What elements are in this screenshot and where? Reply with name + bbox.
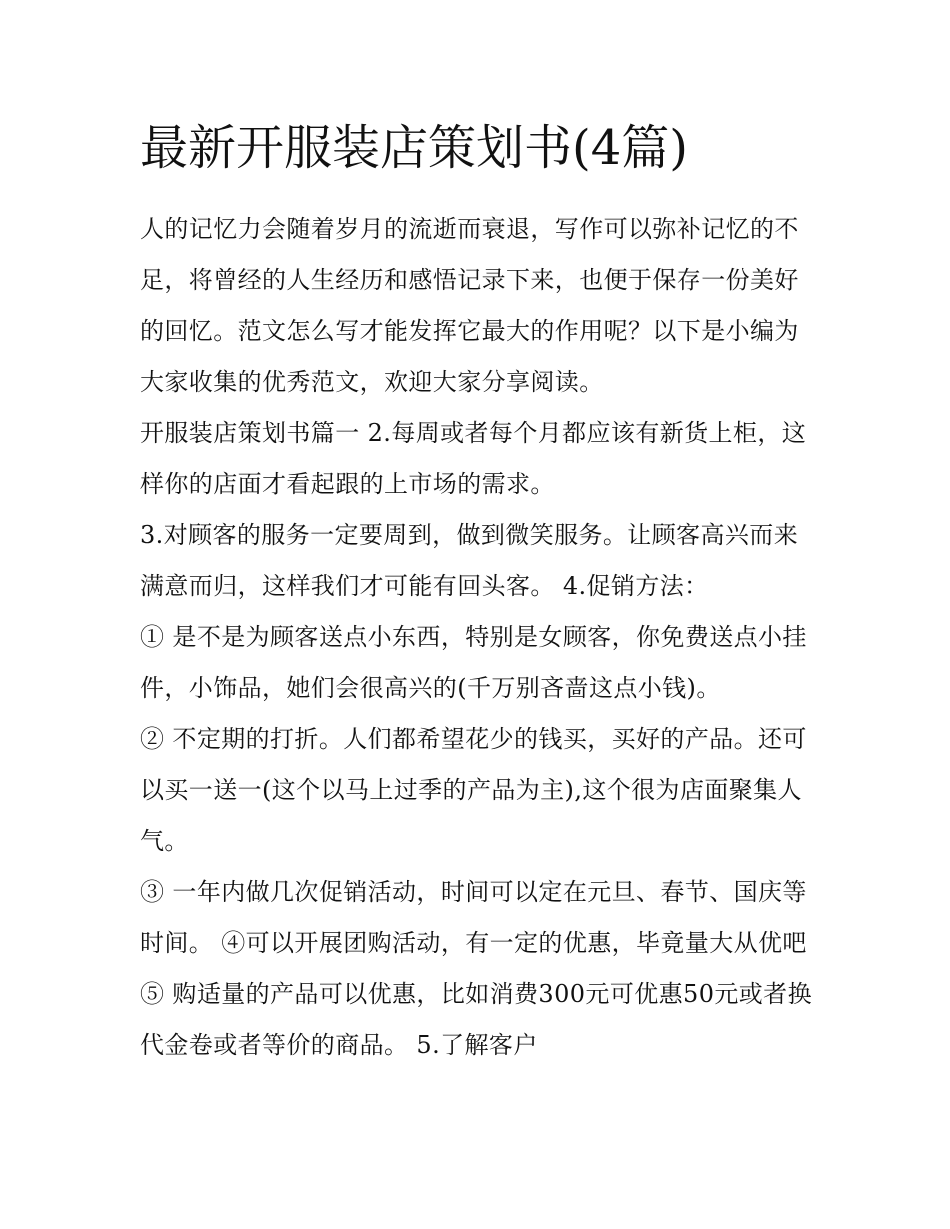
intro-paragraph: 人的记忆力会随着岁月的流逝而衰退，写作可以弥补记忆的不足，将曾经的人生经历和感悟记录下来，也便于保存一份美好的回忆。范文怎么写才能发挥它最大的作用呢？以下是小编为大家收集的优秀范文，欢迎大家分享阅读。 — [140, 215, 799, 396]
document-body — [140, 112, 814, 1071]
promotion-item-5: ⑤ 购适量的产品可以优惠，比如消费300元可优惠50元或者换代金卷或者等价的商品。 5.了解客户 — [140, 980, 812, 1059]
promotion-item-3: ③ 一年内做几次促销活动，时间可以定在元旦、春节、国庆等时间。 ④可以开展团购活动，有一定的优惠，毕竟量大从优吧 — [140, 878, 807, 957]
document-title: 最新开服装店策划书(4篇) — [140, 120, 688, 176]
promotion-item-2: ② 不定期的打折。人们都希望花少的钱买，买好的产品。还可以买一送一(这个以马上过季的产品为主),这个很为店面聚集人气。 — [140, 725, 807, 855]
service-paragraph: 3.对顾客的服务一定要周到，做到微笑服务。让顾客高兴而来满意而归，这样我们才可能有回头客。 4.促销方法： — [140, 521, 799, 600]
section-one-paragraph: 开服装店策划书篇一 2.每周或者每个月都应该有新货上柜，这样你的店面才看起跟的上市场的需求。 — [140, 419, 807, 498]
promotion-item-1: ① 是不是为顾客送点小东西，特别是女顾客，你免费送点小挂件，小饰品，她们会很高兴的(千万别吝啬这点小钱)。 — [140, 623, 807, 702]
